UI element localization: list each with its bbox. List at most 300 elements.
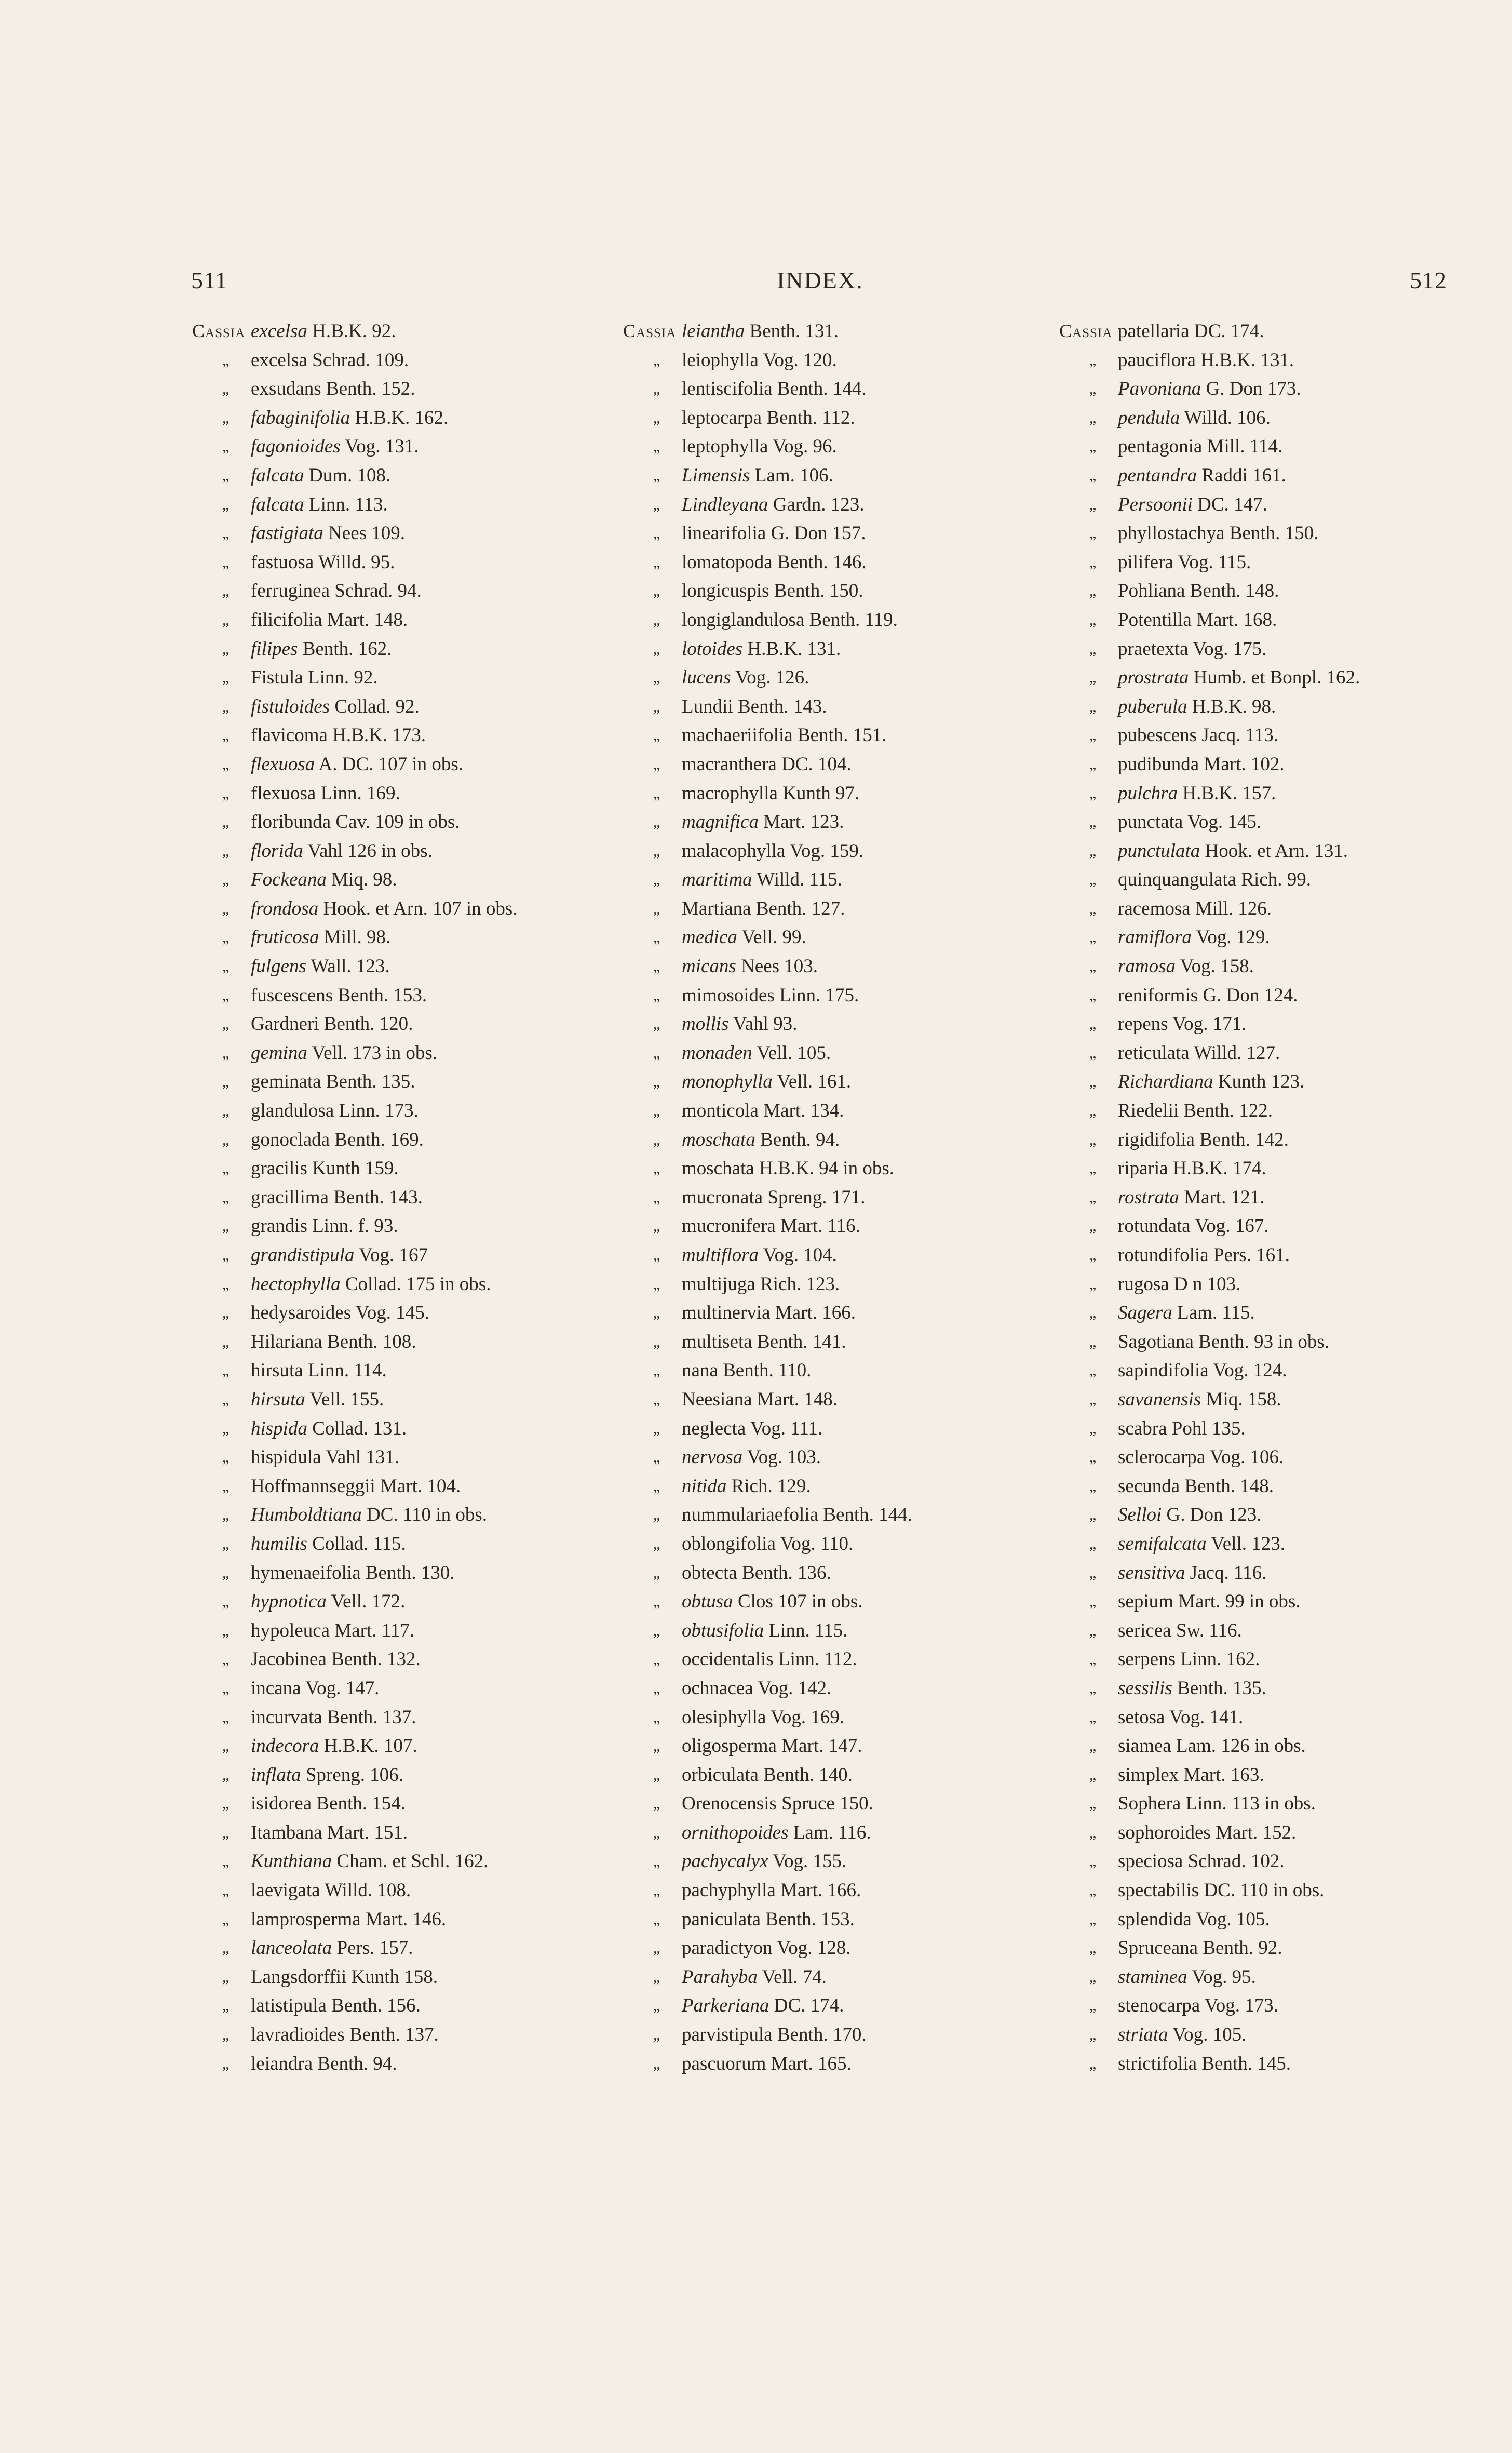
species-name: magnifica (682, 811, 759, 833)
species-name: Parkeriana (682, 1995, 770, 2017)
species-name: fagonioides (251, 436, 341, 458)
ditto-mark: „ (222, 1939, 230, 1957)
index-entry (1059, 1125, 1506, 1155)
authority-and-page: Linn. 112. (773, 1648, 857, 1670)
authority-and-page: G. Don 123. (1162, 1504, 1262, 1526)
ditto-mark: „ (653, 1997, 660, 2015)
authority-and-page: Willd. 127. (1189, 1042, 1280, 1064)
index-entry (192, 1414, 618, 1443)
index-entry (192, 952, 618, 981)
authority-and-page: Benth. 153. (333, 984, 427, 1006)
ditto-mark: „ (1089, 409, 1097, 426)
authority-and-page: Kunth 158. (346, 1966, 438, 1988)
authority-and-page: G. Don 124. (1198, 984, 1298, 1006)
index-entry (623, 1876, 1038, 1905)
ditto-mark: „ (222, 582, 230, 600)
index-entry (192, 1703, 618, 1732)
authority-and-page: H.B.K. 157. (1178, 782, 1276, 804)
ditto-mark: „ (222, 755, 230, 773)
authority-and-page: Benth. 148. (1185, 580, 1279, 602)
species-name: punctata (1118, 811, 1183, 833)
authority-and-page: Benth. 143. (329, 1186, 423, 1208)
authority-and-page: Linn. 115. (764, 1619, 848, 1641)
index-entry (192, 894, 618, 923)
index-entry (1059, 1241, 1506, 1270)
species-name: sclerocarpa (1118, 1446, 1206, 1468)
authority-and-page: Benth. 120. (319, 1013, 413, 1035)
authority-and-page: Dum. 108. (304, 464, 391, 486)
authority-and-page: Mart. 116. (775, 1215, 860, 1237)
authority-and-page: Linn. 169. (316, 782, 400, 804)
authority-and-page: Benth. 150. (769, 580, 863, 602)
authority-and-page: Mart. 165. (766, 2053, 852, 2074)
ditto-mark: „ (1089, 929, 1097, 946)
authority-and-page: Vog. 120. (758, 349, 837, 371)
index-entry (1059, 1472, 1506, 1501)
index-entry (623, 2049, 1038, 2079)
genus-label: Cassia (1059, 320, 1113, 341)
species-name: macranthera (682, 753, 777, 775)
authority-and-page: Linn. 113. (304, 493, 388, 515)
index-entry (1059, 692, 1506, 721)
species-name: hispida (251, 1417, 307, 1439)
index-entry (192, 1963, 618, 1992)
species-name: Jacobinea (251, 1648, 327, 1670)
ditto-mark: „ (222, 438, 230, 455)
authority-and-page: Vog. 158. (1176, 956, 1254, 977)
ditto-mark: „ (653, 1679, 660, 1697)
index-entry (1059, 1385, 1506, 1414)
ditto-mark: „ (653, 900, 660, 917)
ditto-mark: „ (653, 1593, 660, 1611)
ditto-mark: „ (222, 698, 230, 715)
ditto-mark: „ (653, 1362, 660, 1379)
authority-and-page: Benth. 156. (326, 1995, 421, 2017)
authority-and-page: Linn. 113 in obs. (1181, 1793, 1316, 1815)
index-entry (192, 837, 618, 866)
authority-and-page: Miq. 158. (1201, 1388, 1281, 1410)
ditto-mark: „ (222, 1131, 230, 1148)
index-entry (623, 577, 1038, 606)
authority-and-page: Vog. 111. (746, 1417, 823, 1439)
species-name: latistipula (251, 1995, 327, 2017)
species-name: gracilis (251, 1158, 307, 1179)
ditto-mark: „ (653, 958, 660, 975)
authority-and-page: DC. 174. (769, 1995, 844, 2017)
index-entry (192, 1616, 618, 1645)
species-name: leiophylla (682, 349, 759, 371)
ditto-mark: „ (222, 611, 230, 628)
authority-and-page: Mill. 114. (1202, 436, 1283, 458)
species-name: Fistula (251, 667, 303, 689)
species-name: macrophylla (682, 782, 778, 804)
ditto-mark: „ (653, 2026, 660, 2044)
species-name: savanensis (1118, 1388, 1202, 1410)
authority-and-page: Nees 109. (323, 522, 406, 544)
authority-and-page: Benth. 135. (321, 1071, 415, 1093)
index-entry (623, 548, 1038, 577)
index-entry (1059, 1732, 1506, 1761)
index-entry (623, 1328, 1038, 1357)
species-name: striata (1118, 2024, 1168, 2046)
authority-and-page: Vell. 105. (752, 1042, 831, 1064)
index-entry (192, 1067, 618, 1096)
species-name: pascuorum (682, 2053, 766, 2074)
authority-and-page: D n 103. (1169, 1273, 1241, 1295)
species-name: moschata (682, 1158, 754, 1179)
ditto-mark: „ (222, 1333, 230, 1350)
species-name: scabra (1118, 1417, 1167, 1439)
species-name: hedysaroides (251, 1302, 352, 1324)
species-name: punctulata (1118, 840, 1200, 862)
index-entry (192, 1991, 618, 2020)
ditto-mark: „ (222, 1824, 230, 1841)
ditto-mark: „ (653, 1882, 660, 1899)
ditto-mark: „ (653, 842, 660, 860)
ditto-mark: „ (1089, 1882, 1097, 1899)
authority-and-page: Benth. 130. (360, 1562, 455, 1584)
species-name: moschata (682, 1129, 755, 1150)
index-entry (1059, 317, 1506, 346)
authority-and-page: Cham. et Schl. 162. (332, 1851, 489, 1872)
index-entry (1059, 1183, 1506, 1212)
species-name: humilis (251, 1533, 307, 1554)
species-name: ornithopoides (682, 1821, 789, 1843)
ditto-mark: „ (653, 1131, 660, 1148)
ditto-mark: „ (222, 1015, 230, 1033)
index-entry (623, 1270, 1038, 1299)
authority-and-page: Benth. 135. (1172, 1677, 1266, 1699)
authority-and-page: Benth. 144. (772, 378, 867, 400)
index-entry (1059, 1616, 1506, 1645)
species-name: pachyphylla (682, 1880, 776, 1901)
authority-and-page: Benth. 145. (1197, 2053, 1291, 2074)
index-entry (623, 1385, 1038, 1414)
ditto-mark: „ (222, 1304, 230, 1322)
ditto-mark: „ (653, 1477, 660, 1495)
index-entry (623, 1067, 1038, 1096)
index-entry (192, 317, 618, 346)
species-name: leiandra (251, 2053, 313, 2074)
authority-and-page: A. DC. 107 in obs. (315, 753, 464, 775)
species-name: pentandra (1118, 464, 1197, 486)
index-entry (192, 1789, 618, 1818)
ditto-mark: „ (222, 1390, 230, 1408)
index-entry (192, 923, 618, 952)
ditto-mark: „ (1089, 1102, 1097, 1120)
authority-and-page: Vell. 155. (305, 1388, 384, 1410)
index-entry (1059, 1096, 1506, 1125)
species-name: hypnotica (251, 1591, 327, 1613)
authority-and-page: Nees 103. (736, 956, 818, 977)
species-name: puberula (1118, 695, 1187, 717)
species-name: occidentalis (682, 1648, 774, 1670)
authority-and-page: Gardn. 123. (768, 493, 865, 515)
ditto-mark: „ (222, 1564, 230, 1581)
index-entry (623, 635, 1038, 664)
index-entry (623, 1241, 1038, 1270)
authority-and-page: Collad. 92. (330, 695, 420, 717)
index-entry (192, 1154, 618, 1183)
authority-and-page: Benth. 94. (755, 1129, 840, 1150)
index-entry (623, 1587, 1038, 1616)
species-name: Riedelii (1118, 1100, 1179, 1122)
index-entry (1059, 981, 1506, 1010)
species-name: nitida (682, 1475, 727, 1497)
ditto-mark: „ (653, 1102, 660, 1120)
index-entry (192, 1298, 618, 1328)
authority-and-page: Vog. 129. (1191, 927, 1270, 948)
species-name: multijuga (682, 1273, 755, 1295)
index-entry (623, 1789, 1038, 1818)
species-name: hypoleuca (251, 1619, 330, 1641)
authority-and-page: Vog. 95. (1187, 1966, 1256, 1988)
authority-and-page: Humb. et Bonpl. 162. (1189, 667, 1360, 689)
ditto-mark: „ (1089, 1939, 1097, 1957)
species-name: rotundata (1118, 1215, 1191, 1237)
species-name: linearifolia (682, 522, 766, 544)
authority-and-page: Vog. 171. (1168, 1013, 1247, 1035)
authority-and-page: Vog. 175. (1188, 638, 1267, 660)
index-entry (1059, 1039, 1506, 1068)
ditto-mark: „ (222, 871, 230, 889)
species-name: Gardneri (251, 1013, 319, 1035)
ditto-mark: „ (653, 1217, 660, 1235)
authority-and-page: Benth. 110. (718, 1360, 812, 1382)
species-name: pendula (1118, 407, 1180, 428)
authority-and-page: Mart. 166. (770, 1302, 856, 1324)
authority-and-page: Benth. 151. (792, 725, 887, 746)
authority-and-page: H.B.K. 131. (743, 638, 841, 660)
ditto-mark: „ (653, 1246, 660, 1264)
authority-and-page: Benth. 93 in obs. (1193, 1331, 1329, 1352)
authority-and-page: Vog. 104. (759, 1244, 837, 1266)
species-name: malacophylla (682, 840, 786, 862)
authority-and-page: Linn. 175. (774, 984, 859, 1006)
index-entry (623, 461, 1038, 490)
ditto-mark: „ (222, 495, 230, 513)
species-name: serpens (1118, 1648, 1176, 1670)
index-entry (192, 663, 618, 692)
authority-and-page: Vog. 169. (766, 1706, 845, 1728)
ditto-mark: „ (222, 1997, 230, 2015)
species-name: sapindifolia (1118, 1360, 1209, 1382)
index-entry (192, 346, 618, 375)
index-entry (192, 1500, 618, 1530)
ditto-mark: „ (222, 1073, 230, 1091)
authority-and-page: Lam. 106. (750, 464, 833, 486)
species-name: Richardiana (1118, 1071, 1213, 1093)
index-entry (623, 923, 1038, 952)
index-entry (192, 374, 618, 404)
species-name: florida (251, 840, 303, 862)
authority-and-page: Lam. 126 in obs. (1171, 1735, 1306, 1757)
species-name: sensitiva (1118, 1562, 1185, 1584)
species-name: strictifolia (1118, 2053, 1197, 2074)
index-entry (623, 837, 1038, 866)
species-name: staminea (1118, 1966, 1187, 1988)
authority-and-page: H.B.K. 94 in obs. (754, 1158, 895, 1179)
index-entry (623, 1905, 1038, 1934)
index-entry (192, 490, 618, 519)
ditto-mark: „ (1089, 1737, 1097, 1755)
index-entry (1059, 374, 1506, 404)
ditto-mark: „ (1089, 900, 1097, 917)
authority-and-page: Schrad. 102. (1183, 1851, 1285, 1872)
ditto-mark: „ (653, 1044, 660, 1062)
index-entry (1059, 808, 1506, 837)
authority-and-page: Vog. 173. (1200, 1995, 1278, 2017)
index-entry (623, 1125, 1038, 1155)
authority-and-page: Mart. 102. (1199, 753, 1285, 775)
species-name: paradictyon (682, 1937, 773, 1959)
ditto-mark: „ (653, 871, 660, 889)
ditto-mark: „ (653, 553, 660, 571)
species-name: glandulosa (251, 1100, 334, 1122)
index-entry (623, 1703, 1038, 1732)
authority-and-page: DC. 110 in obs. (1199, 1880, 1325, 1901)
authority-and-page: Benth. 154. (312, 1793, 406, 1815)
ditto-mark: „ (653, 1939, 660, 1957)
ditto-mark: „ (222, 1160, 230, 1177)
index-entry (623, 490, 1038, 519)
species-name: pudibunda (1118, 753, 1199, 775)
ditto-mark: „ (653, 1795, 660, 1813)
ditto-mark: „ (1089, 1766, 1097, 1784)
ditto-mark: „ (653, 1333, 660, 1350)
species-name: racemosa (1118, 897, 1191, 919)
species-name: mucronata (682, 1186, 763, 1208)
index-entry (623, 519, 1038, 548)
species-name: lavradioides (251, 2024, 345, 2046)
index-entry (623, 692, 1038, 721)
index-entry (623, 1183, 1038, 1212)
authority-and-page: Spreng. 171. (763, 1186, 866, 1208)
species-name: indecora (251, 1735, 319, 1757)
ditto-mark: „ (222, 669, 230, 687)
authority-and-page: Mart. 99 in obs. (1173, 1591, 1301, 1613)
species-name: lucens (682, 667, 731, 689)
species-name: obtusifolia (682, 1619, 764, 1641)
authority-and-page: Vahl 126 in obs. (303, 840, 433, 862)
ditto-mark: „ (653, 2055, 660, 2072)
index-entry (623, 1039, 1038, 1068)
ditto-mark: „ (653, 611, 660, 628)
species-name: machaeriifolia (682, 725, 793, 746)
species-name: Neesiana (682, 1388, 752, 1410)
species-name: leptocarpa (682, 407, 762, 428)
index-entry (623, 1010, 1038, 1039)
index-entry (192, 692, 618, 721)
authority-and-page: Vog. 131. (340, 436, 419, 458)
species-name: Potentilla (1118, 609, 1192, 631)
species-name: stenocarpa (1118, 1995, 1200, 2017)
genus-label: Cassia (623, 320, 677, 341)
species-name: leiantha (682, 320, 745, 342)
ditto-mark: „ (1089, 842, 1097, 860)
authority-and-page: Vell. 99. (737, 927, 806, 948)
authority-and-page: Mart. 168. (1191, 609, 1277, 631)
index-entry (623, 1559, 1038, 1588)
index-entry (192, 1876, 618, 1905)
index-entry (623, 1096, 1038, 1125)
ditto-mark: „ (1089, 669, 1097, 687)
index-entry (623, 1761, 1038, 1790)
species-name: lentiscifolia (682, 378, 773, 400)
species-name: fuscescens (251, 984, 333, 1006)
ditto-mark: „ (1089, 2026, 1097, 2044)
index-entry (623, 1356, 1038, 1385)
species-name: pulchra (1118, 782, 1178, 804)
ditto-mark: „ (222, 986, 230, 1004)
ditto-mark: „ (222, 409, 230, 426)
authority-and-page: H.B.K. 131. (1195, 349, 1294, 371)
index-entry (623, 952, 1038, 981)
ditto-mark: „ (222, 929, 230, 946)
ditto-mark: „ (222, 2055, 230, 2072)
index-entry (623, 1847, 1038, 1876)
species-name: excelsa (251, 349, 307, 371)
authority-and-page: Collad. 175 in obs. (340, 1273, 491, 1295)
ditto-mark: „ (653, 1535, 660, 1552)
species-name: riparia (1118, 1158, 1168, 1179)
index-entry (1059, 1010, 1506, 1039)
species-name: Langsdorffii (251, 1966, 347, 1988)
species-name: pachycalyx (682, 1851, 768, 1872)
species-name: neglecta (682, 1417, 746, 1439)
authority-and-page: Vog. 126. (731, 667, 809, 689)
ditto-mark: „ (653, 1188, 660, 1206)
ditto-mark: „ (1089, 727, 1097, 744)
page-number-right: 512 (1410, 267, 1447, 293)
ditto-mark: „ (653, 351, 660, 369)
ditto-mark: „ (653, 1564, 660, 1581)
index-entry (1059, 721, 1506, 750)
authority-and-page: Benth. 136. (737, 1562, 831, 1584)
species-name: nervosa (682, 1446, 743, 1468)
ditto-mark: „ (653, 1737, 660, 1755)
authority-and-page: Vahl 93. (728, 1013, 798, 1035)
authority-and-page: Vell. 161. (772, 1071, 852, 1093)
ditto-mark: „ (653, 727, 660, 744)
species-name: fistuloides (251, 695, 330, 717)
authority-and-page: Vell. 74. (757, 1966, 827, 1988)
authority-and-page: Benth. 137. (344, 2024, 439, 2046)
index-entry (192, 1530, 618, 1559)
index-entry (1059, 1067, 1506, 1096)
index-entry (1059, 577, 1506, 606)
index-entry (1059, 923, 1506, 952)
authority-and-page: Pohl 135. (1167, 1417, 1246, 1439)
ditto-mark: „ (222, 351, 230, 369)
authority-and-page: DC. 110 in obs. (361, 1504, 487, 1526)
ditto-mark: „ (222, 1535, 230, 1552)
species-name: hymenaeifolia (251, 1562, 361, 1584)
species-name: Parahyba (682, 1966, 758, 1988)
authority-and-page: Lam. 116. (788, 1821, 871, 1843)
species-name: geminata (251, 1071, 321, 1093)
species-name: quinquangulata (1118, 869, 1237, 891)
index-entry (1059, 1559, 1506, 1588)
species-name: obtusa (682, 1591, 733, 1613)
authority-and-page: Vog. 155. (768, 1851, 847, 1872)
authority-and-page: Vell. 123. (1206, 1533, 1286, 1554)
ditto-mark: „ (1089, 1333, 1097, 1350)
species-name: ramiflora (1118, 927, 1192, 948)
species-name: praetexta (1118, 638, 1189, 660)
authority-and-page: Kunth 123. (1213, 1071, 1305, 1093)
ditto-mark: „ (222, 380, 230, 398)
